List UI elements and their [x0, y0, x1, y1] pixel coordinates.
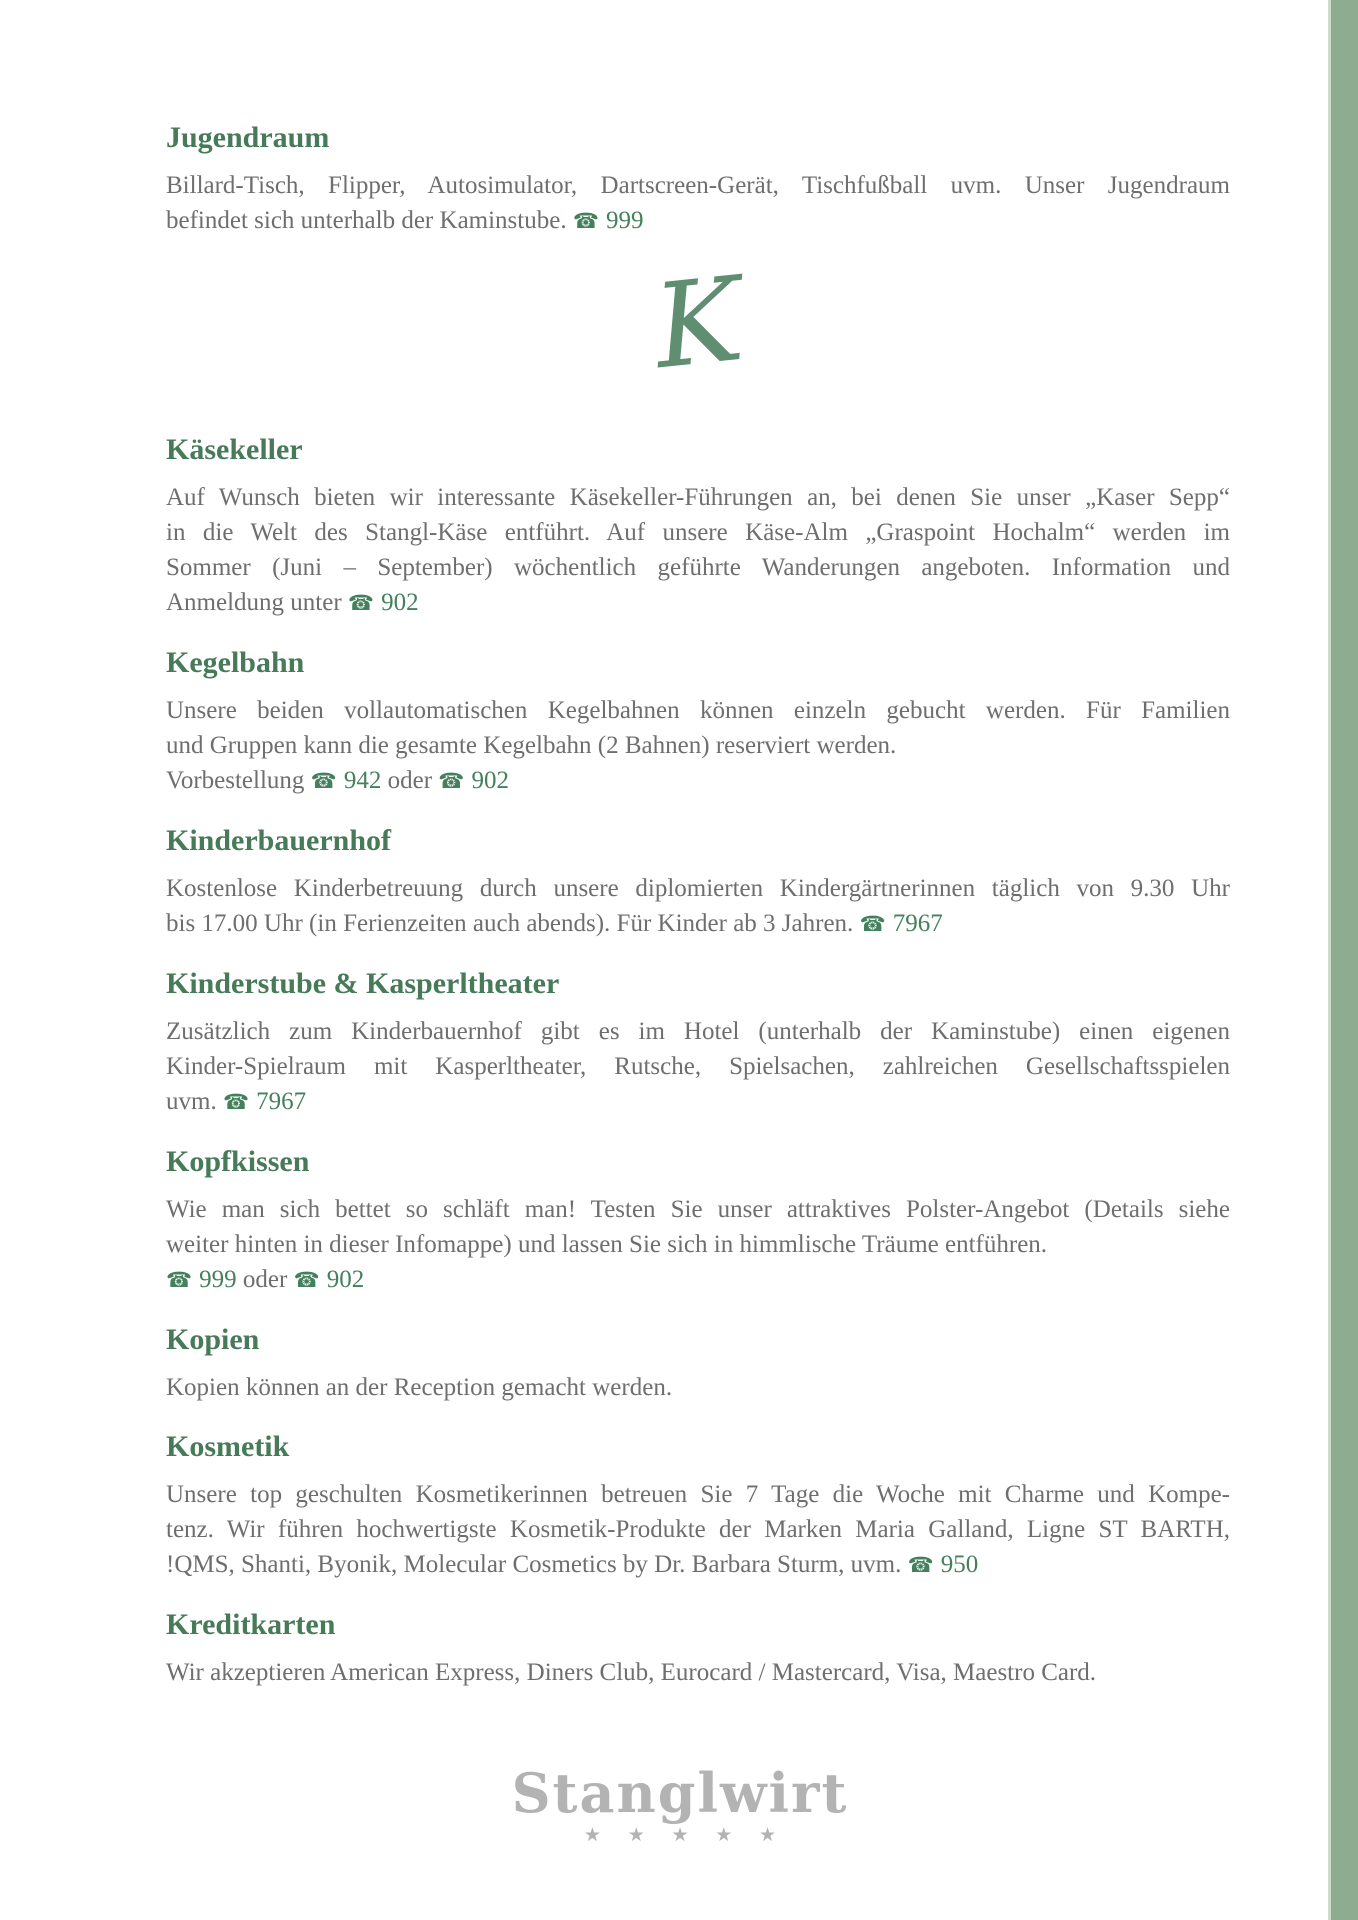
- text-run: Unsere top geschulten Kosmetikerinnen betreuen Sie 7 Tage die Woche mit Charme und Kompe-: [166, 1481, 1230, 1508]
- divider-letter: K: [647, 251, 749, 395]
- section: [166, 1144, 1230, 1298]
- section-heading: Kopien: [166, 1323, 260, 1356]
- text-line: [166, 585, 1230, 621]
- text-line: [166, 1049, 1230, 1084]
- text-line: [166, 1477, 1230, 1512]
- text-line: [166, 480, 1230, 515]
- phone-ref: [294, 1266, 365, 1293]
- section-paragraph: [166, 1477, 1230, 1583]
- text-line: [166, 168, 1230, 203]
- text-run: weiter hinten in dieser Infomappe) und lassen Sie sich in himmlische Träume entführen.: [166, 1231, 1048, 1258]
- text-run: Kinder-Spielraum mit Kasperltheater, Rutsche, Spielsachen, zahlreichen Gesellschaftsspielen: [166, 1053, 1230, 1080]
- section-paragraph: [166, 480, 1230, 621]
- text-run: befindet sich unterhalb der Kaminstube.: [166, 207, 573, 234]
- text-run: und Gruppen kann die gesamte Kegelbahn (2 Bahnen) reserviert werden.: [166, 732, 897, 759]
- phone-ref: [166, 1266, 237, 1293]
- text-line: [166, 906, 1230, 942]
- phone-ref: [860, 910, 943, 937]
- text-line: [166, 1262, 1230, 1298]
- telephone-icon: ☎: [293, 1268, 320, 1292]
- text-run: in die Welt des Stangl-Käse entführt. Auf unsere Käse-Alm „Graspoint Hochalm“ werden im: [166, 519, 1230, 546]
- sections: [166, 120, 1230, 1690]
- text-line: [166, 1547, 1230, 1583]
- hotel-logo: [148, 1761, 1212, 1847]
- text-run: Wir akzeptieren American Express, Diners Club, Eurocard / Mastercard, Visa, Maestro Card.: [166, 1659, 1097, 1686]
- text-run: oder: [381, 767, 439, 794]
- text-run: Billard-Tisch, Flipper, Autosimulator, Dartscreen-Gerät, Tischfußball uvm. Unser Jugendraum: [166, 172, 1230, 199]
- section: [166, 1607, 1230, 1690]
- text-line: [166, 1084, 1230, 1120]
- five-stars-icon: ★ ★ ★ ★ ★: [583, 1825, 788, 1846]
- text-line: [166, 728, 1230, 763]
- phone-number: 999: [199, 1266, 237, 1293]
- text-run: Kopien können an der Reception gemacht werden.: [166, 1374, 673, 1401]
- section-heading: Kopfkissen: [166, 1145, 310, 1178]
- section: [166, 432, 1230, 621]
- telephone-icon: ☎: [166, 1268, 193, 1292]
- section-paragraph: [166, 693, 1230, 799]
- section: [166, 1322, 1230, 1405]
- text-line: [166, 1370, 1230, 1405]
- text-run: Auf Wunsch bieten wir interessante Käsekeller-Führungen an, bei denen Sie unser „Kaser Sepp“: [166, 484, 1230, 511]
- text-run: Unsere beiden vollautomatischen Kegelbahnen können einzeln gebucht werden. Für Familien: [166, 697, 1230, 724]
- section-divider: [166, 239, 1230, 408]
- text-line: [166, 203, 1230, 239]
- section: [166, 645, 1230, 799]
- text-run: !QMS, Shanti, Byonik, Molecular Cosmetics by Dr. Barbara Sturm, uvm.: [166, 1551, 908, 1578]
- document-content: [166, 0, 1230, 1847]
- section: [166, 1429, 1230, 1583]
- phone-number: 950: [940, 1551, 979, 1578]
- phone-ref: [223, 1088, 306, 1115]
- section-paragraph: [166, 1014, 1230, 1120]
- phone-number: 902: [471, 767, 509, 794]
- section-paragraph: [166, 871, 1230, 942]
- section-heading: Kinderbauernhof: [166, 824, 392, 857]
- phone-number: 902: [326, 1266, 365, 1293]
- telephone-icon: ☎: [347, 591, 375, 615]
- text-line: [166, 1512, 1230, 1547]
- phone-number: 7967: [892, 910, 943, 937]
- phone-ref: [573, 207, 644, 234]
- text-line: [166, 1014, 1230, 1049]
- text-run: Wie man sich bettet so schläft man! Testen Sie unser attraktives Polster-Angebot (Details siehe: [166, 1196, 1230, 1223]
- section-paragraph: [166, 1370, 1230, 1405]
- text-run: Anmeldung unter: [166, 589, 348, 616]
- phone-number: 7967: [256, 1088, 307, 1115]
- text-run: Kostenlose Kinderbetreuung durch unsere diplomierten Kindergärtnerinnen täglich von 9.30 Uhr: [166, 875, 1230, 902]
- telephone-icon: ☎: [572, 209, 599, 233]
- phone-ref: [348, 589, 419, 616]
- section-heading: Kegelbahn: [166, 646, 305, 679]
- text-line: [166, 1192, 1230, 1227]
- phone-number: 902: [381, 589, 419, 616]
- section-paragraph: [166, 1655, 1230, 1690]
- telephone-icon: ☎: [438, 769, 465, 793]
- section-paragraph: [166, 1192, 1230, 1298]
- section: [166, 823, 1230, 942]
- text-run: Sommer (Juni – September) wöchentlich geführte Wanderungen angeboten. Information und: [166, 554, 1230, 581]
- text-run: uvm.: [166, 1088, 223, 1115]
- text-run: Zusätzlich zum Kinderbauernhof gibt es im Hotel (unterhalb der Kaminstube) einen eigenen: [166, 1018, 1230, 1045]
- section-heading: Jugendraum: [166, 121, 330, 154]
- text-line: [166, 871, 1230, 906]
- section: [166, 120, 1230, 239]
- text-line: [166, 1655, 1230, 1690]
- text-run: bis 17.00 Uhr (in Ferienzeiten auch abends). Für Kinder ab 3 Jahren.: [166, 910, 860, 937]
- phone-ref: [438, 767, 509, 794]
- text-line: [166, 550, 1230, 585]
- text-line: [166, 515, 1230, 550]
- section-heading: Kinderstube & Kasperltheater: [166, 967, 560, 1000]
- telephone-icon: ☎: [859, 912, 886, 936]
- phone-ref: [311, 767, 382, 794]
- text-run: oder: [236, 1266, 294, 1293]
- section-heading: Kosmetik: [166, 1430, 290, 1463]
- telephone-icon: ☎: [222, 1090, 250, 1114]
- stanglwirt-logo: Stanglwirt: [511, 1761, 849, 1825]
- text-line: [166, 1227, 1230, 1262]
- text-run: Vorbestellung: [166, 767, 311, 794]
- telephone-icon: ☎: [310, 769, 337, 793]
- phone-number: 999: [606, 207, 644, 234]
- telephone-icon: ☎: [907, 1553, 934, 1577]
- text-line: [166, 763, 1230, 799]
- text-line: [166, 693, 1230, 728]
- text-run: tenz. Wir führen hochwertigste Kosmetik-Produkte der Marken Maria Galland, Ligne ST BARTH,: [166, 1516, 1230, 1543]
- section: [166, 966, 1230, 1120]
- section-paragraph: [166, 168, 1230, 239]
- section-heading: Kreditkarten: [166, 1608, 336, 1641]
- green-edge-bar: [1328, 0, 1358, 1920]
- phone-ref: [908, 1551, 979, 1578]
- section-heading: Käsekeller: [166, 433, 303, 466]
- phone-number: 942: [343, 767, 382, 794]
